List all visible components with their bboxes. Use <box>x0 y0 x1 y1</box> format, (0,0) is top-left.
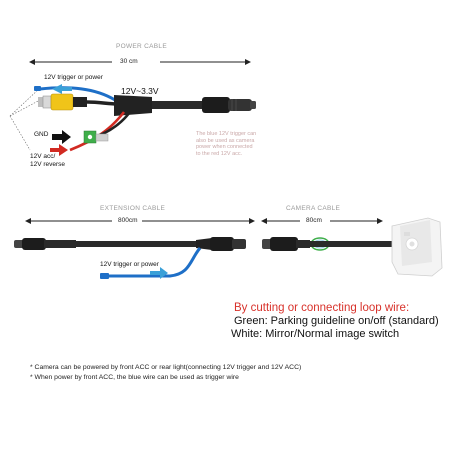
power-splitter <box>114 95 152 116</box>
loop-wire-green: Green: Parking guideline on/off (standard) <box>234 315 439 327</box>
power-cable-fanout <box>10 88 40 150</box>
voltage-label: 12V~3.3V <box>121 86 159 96</box>
extension-cable-length: 800cm <box>118 217 138 224</box>
power-connector <box>202 97 256 113</box>
trigger-arrow <box>52 84 72 94</box>
trigger-note: The blue 12V trigger can also be used as camera power when connected to the red 12V acc. <box>196 131 257 157</box>
loop-wire-white: White: Mirror/Normal image switch <box>231 328 400 340</box>
extension-left-connector <box>14 238 76 250</box>
loop-wire-title: By cutting or connecting loop wire: <box>234 302 410 314</box>
rca-plug <box>38 94 87 110</box>
extension-trigger-tip <box>100 273 109 279</box>
acc-wire-red <box>70 112 124 150</box>
power-cable-title: POWER CABLE <box>116 43 167 50</box>
acc-label: 12V acc/ <box>30 153 56 160</box>
video-wire-black <box>87 102 118 104</box>
gnd-label: GND <box>34 131 49 138</box>
extension-cable-title: EXTENSION CABLE <box>100 205 166 212</box>
trigger-label: 12V trigger or power <box>44 74 103 81</box>
camera-cable-title: CAMERA CABLE <box>286 205 341 212</box>
camera-cable-length: 80cm <box>306 217 322 224</box>
camera-body <box>392 218 442 276</box>
camera-cable <box>310 241 396 247</box>
extension-trigger-label: 12V trigger or power <box>100 261 159 268</box>
camera-connector <box>262 237 310 251</box>
power-main-cable <box>152 101 204 109</box>
footnote-1: * Camera can be powered by front ACC or rear light(connecting 12V trigger and 12V ACC) <box>30 364 302 371</box>
reverse-label: 12V reverse <box>30 161 66 168</box>
footnote-2: * When power by front ACC, the blue wire can be used as trigger wire <box>30 374 239 381</box>
power-cable-length: 30 cm <box>120 58 138 65</box>
gnd-arrow <box>52 130 71 144</box>
trigger-wire-tip <box>34 86 41 91</box>
extension-right-connector <box>210 237 246 251</box>
extension-main-cable <box>76 241 200 247</box>
